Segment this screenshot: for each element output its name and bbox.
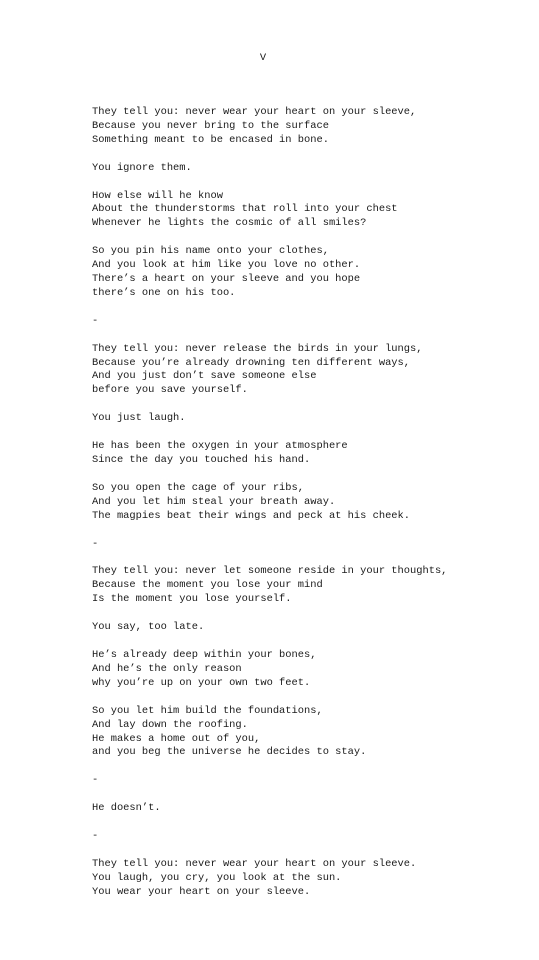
poem-line: Whenever he lights the cosmic of all smiles? xyxy=(92,217,367,230)
poem-body xyxy=(92,106,532,914)
stanza xyxy=(92,412,532,426)
poem-line: Because the moment you lose your mind xyxy=(92,579,323,592)
poem-line: Since the day you touched his hand. xyxy=(92,454,311,467)
poem-line: He makes a home out of you, xyxy=(92,732,261,745)
poem-line: And you look at him like you love no other. xyxy=(92,259,361,272)
poem-line: There’s a heart on your sleeve and you hope xyxy=(92,273,361,286)
poem-line: Something meant to be encased in bone. xyxy=(92,133,329,146)
poem-line: You ignore them. xyxy=(92,161,192,174)
poem-line: Is the moment you lose yourself. xyxy=(92,593,292,606)
poem-line: About the thunderstorms that roll into your chest xyxy=(92,203,398,216)
section-separator xyxy=(92,315,532,329)
stanza xyxy=(92,440,532,468)
poem-line: They tell you: never release the birds in your lungs, xyxy=(92,342,423,355)
poem-line: So you pin his name onto your clothes, xyxy=(92,245,329,258)
poem-line: - xyxy=(92,314,99,327)
poem-line: You say, too late. xyxy=(92,621,205,634)
poem-line: - xyxy=(92,830,99,843)
poem-line: How else will he know xyxy=(92,189,223,202)
stanza xyxy=(92,858,532,900)
poem-line: And you just don’t save someone else xyxy=(92,370,317,383)
poem-line: And you let him steal your breath away. xyxy=(92,495,336,508)
stanza xyxy=(92,565,532,607)
stanza xyxy=(92,190,532,232)
poem-line: He has been the oxygen in your atmosphere xyxy=(92,440,348,453)
poem-line: Because you’re already drowning ten different ways, xyxy=(92,356,411,369)
poem-line: They tell you: never let someone reside in your thoughts, xyxy=(92,565,448,578)
section-separator xyxy=(92,774,532,788)
poem-line: You laugh, you cry, you look at the sun. xyxy=(92,871,342,884)
poem-line: He doesn’t. xyxy=(92,802,161,815)
stanza xyxy=(92,621,532,635)
stanza xyxy=(92,162,532,176)
section-separator xyxy=(92,538,532,552)
poem-line: The magpies beat their wings and peck at his cheek. xyxy=(92,509,411,522)
poem-line: He’s already deep within your bones, xyxy=(92,649,317,662)
poem-line: - xyxy=(92,537,99,550)
stanza xyxy=(92,482,532,524)
stanza xyxy=(92,649,532,691)
poem-line: They tell you: never wear your heart on your sleeve, xyxy=(92,106,417,118)
poem-line: You wear your heart on your sleeve. xyxy=(92,885,311,898)
poem-line: So you let him build the foundations, xyxy=(92,704,323,717)
poem-line: They tell you: never wear your heart on your sleeve. xyxy=(92,857,417,870)
stanza xyxy=(92,343,532,399)
poem-line: Because you never bring to the surface xyxy=(92,119,329,132)
section-separator xyxy=(92,830,532,844)
poem-title: V xyxy=(259,52,267,64)
stanza xyxy=(92,106,532,148)
poem-line: - xyxy=(92,774,99,787)
poem-line: So you open the cage of your ribs, xyxy=(92,481,305,494)
poem-line: And lay down the roofing. xyxy=(92,718,248,731)
poem-line: And he’s the only reason xyxy=(92,662,242,675)
stanza xyxy=(92,802,532,816)
stanza xyxy=(92,245,532,301)
poem-line: there’s one on his too. xyxy=(92,286,236,299)
poem-line: You just laugh. xyxy=(92,412,186,425)
poem-line: before you save yourself. xyxy=(92,384,248,397)
stanza xyxy=(92,705,532,761)
poem-line: and you beg the universe he decides to stay. xyxy=(92,746,367,759)
poem-line: why you’re up on your own two feet. xyxy=(92,676,311,689)
